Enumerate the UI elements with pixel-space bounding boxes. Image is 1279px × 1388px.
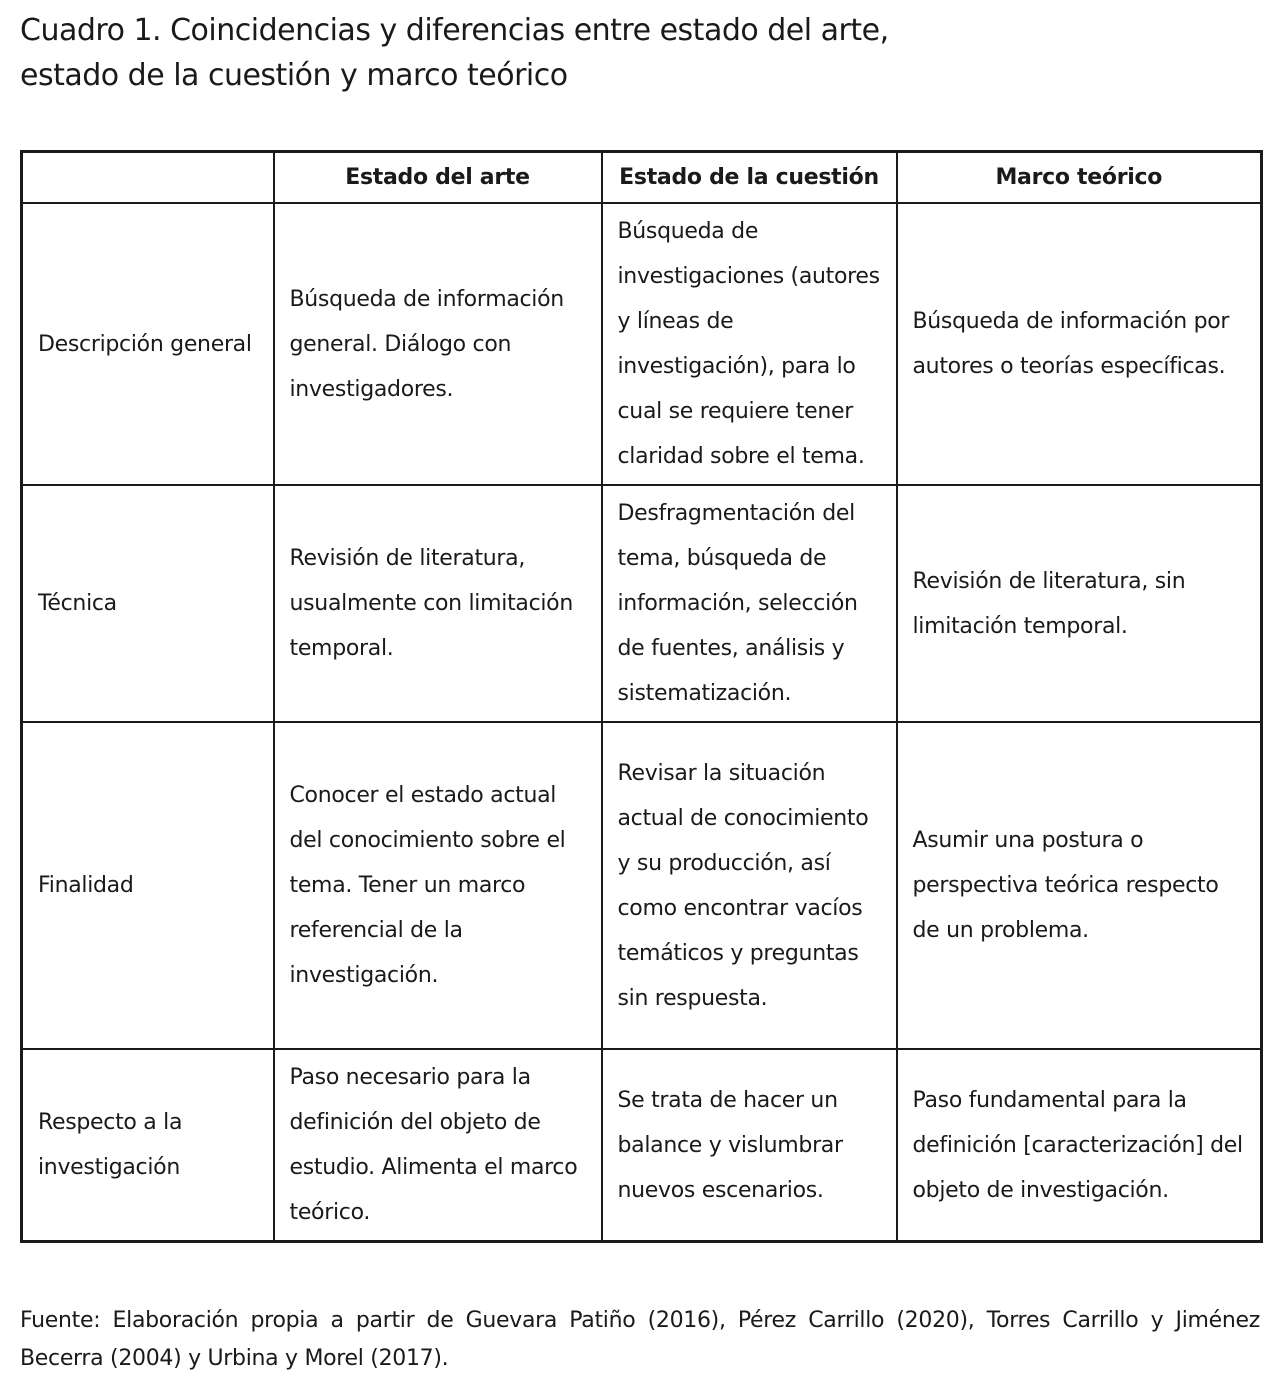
cell-marco-teorico: Búsqueda de información por autores o teorías específicas.: [897, 203, 1262, 485]
cell-estado-arte: Búsqueda de información general. Diálogo con investigadores.: [274, 203, 602, 485]
table-row: [22, 203, 1262, 485]
header-estado-arte: Estado del arte: [274, 152, 602, 204]
header-marco-teorico: Marco teórico: [897, 152, 1262, 204]
cell-estado-arte: Conocer el estado actual del conocimiento sobre el tema. Tener un marco referencial de la investigación.: [274, 722, 602, 1049]
cell-estado-cuestion: Revisar la situación actual de conocimiento y su producción, así como encontrar vacíos temáticos y preguntas sin respuesta.: [602, 722, 897, 1049]
cell-estado-cuestion: Se trata de hacer un balance y vislumbrar nuevos escenarios.: [602, 1049, 897, 1242]
cell-marco-teorico: Revisión de literatura, sin limitación temporal.: [897, 485, 1262, 722]
row-label: Respecto a la investigación: [22, 1049, 274, 1242]
cell-marco-teorico: Paso fundamental para la definición [caracterización] del objeto de investigación.: [897, 1049, 1262, 1242]
header-empty: [22, 152, 274, 204]
header-row: [22, 152, 1262, 204]
row-label: Técnica: [22, 485, 274, 722]
row-label: Finalidad: [22, 722, 274, 1049]
comparison-table: [20, 150, 1263, 1243]
table-row: [22, 722, 1262, 1049]
cell-estado-cuestion: Desfragmentación del tema, búsqueda de información, selección de fuentes, análisis y sistematización.: [602, 485, 897, 722]
row-label: Descripción general: [22, 203, 274, 485]
header-estado-cuestion: Estado de la cuestión: [602, 152, 897, 204]
cell-estado-arte: Revisión de literatura, usualmente con limitación temporal.: [274, 485, 602, 722]
cell-estado-cuestion: Búsqueda de investigaciones (autores y líneas de investigación), para lo cual se requiere tener claridad sobre el tema.: [602, 203, 897, 485]
caption-line-2: estado de la cuestión y marco teórico: [20, 58, 568, 93]
caption-line-1: Cuadro 1. Coincidencias y diferencias entre estado del arte,: [20, 13, 889, 48]
cell-estado-arte: Paso necesario para la definición del objeto de estudio. Alimenta el marco teórico.: [274, 1049, 602, 1242]
table-caption: [20, 8, 1120, 98]
cell-marco-teorico: Asumir una postura o perspectiva teórica respecto de un problema.: [897, 722, 1262, 1049]
table-row: [22, 1049, 1262, 1242]
source-note: Fuente: Elaboración propia a partir de Guevara Patiño (2016), Pérez Carrillo (2020), Torres Carrillo y Jiménez Becerra (2004) y Urbina y Morel (2017).: [20, 1308, 1260, 1371]
table-row: [22, 485, 1262, 722]
